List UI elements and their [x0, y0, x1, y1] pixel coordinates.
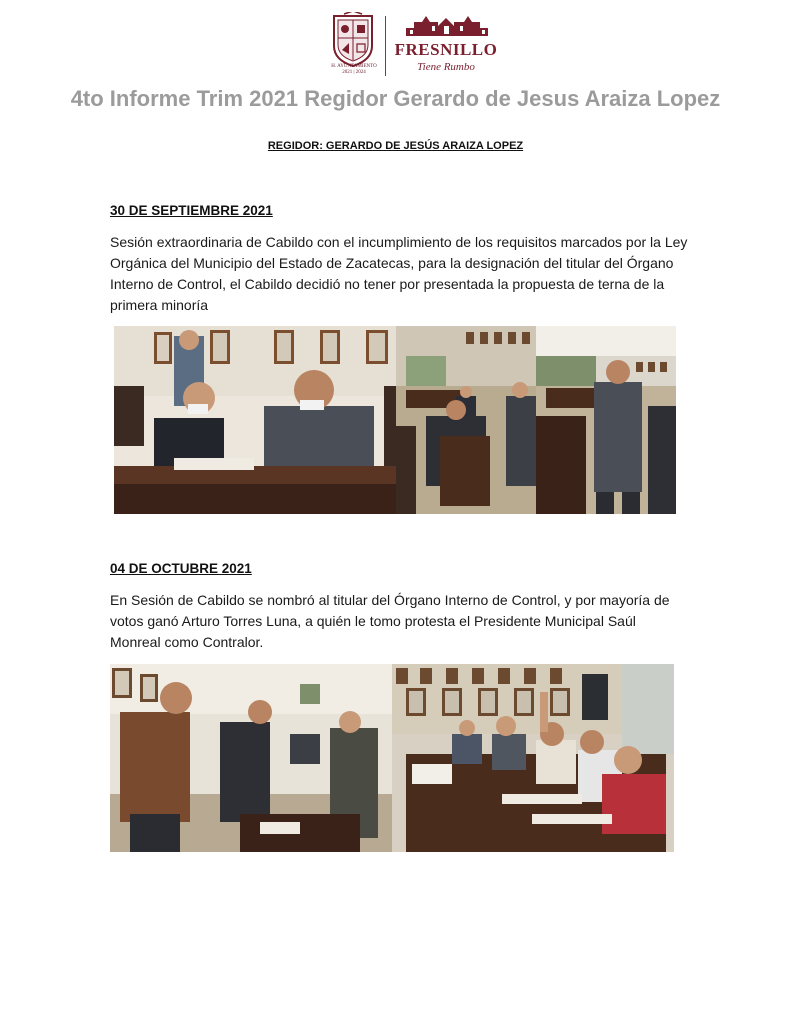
session-photo-councilor-standing	[536, 326, 676, 514]
crest-caption-line1: H. AYUNTAMIENTO	[331, 64, 377, 69]
session-photo-vote	[392, 664, 674, 852]
document-subtitle: REGIDOR: GERARDO DE JESÚS ARAIZA LOPEZ	[267, 140, 524, 152]
entry-date: 30 DE SEPTIEMBRE 2021	[110, 203, 273, 218]
entry-date: 04 DE OCTUBRE 2021	[110, 561, 252, 576]
header-divider	[385, 16, 386, 76]
document-title: 4to Informe Trim 2021 Regidor Gerardo de Jesus Araiza Lopez	[70, 86, 721, 111]
entry-paragraph: Sesión extraordinaria de Cabildo con el incumplimiento de los requisitos marcados por la Ley Orgánica del Municipio del Estado de Zacatecas, para la designación del titular del Órgano Interno de Control, el Cabildo decidió no tener por presentada la propuesta de terna de la primera minoría	[110, 234, 688, 313]
entry-paragraph: En Sesión de Cabildo se nombró al titular del Órgano Interno de Control, y por mayoría de votos ganó Arturo Torres Luna, a quién le tomo protesta el Presidente Municipal Saúl Monreal como Contralor.	[110, 592, 670, 650]
brand-tagline: Tiene Rumbo	[417, 61, 475, 73]
session-photo-councilors-seated	[114, 326, 396, 514]
brand-name: FRESNILLO	[394, 40, 498, 59]
crest-caption-line2: 2021 | 2024	[342, 70, 366, 75]
crest-caption	[326, 64, 382, 76]
page-header	[0, 12, 791, 78]
session-photo-oath-ceremony	[110, 664, 392, 852]
session-photo-chamber-view	[396, 326, 536, 514]
